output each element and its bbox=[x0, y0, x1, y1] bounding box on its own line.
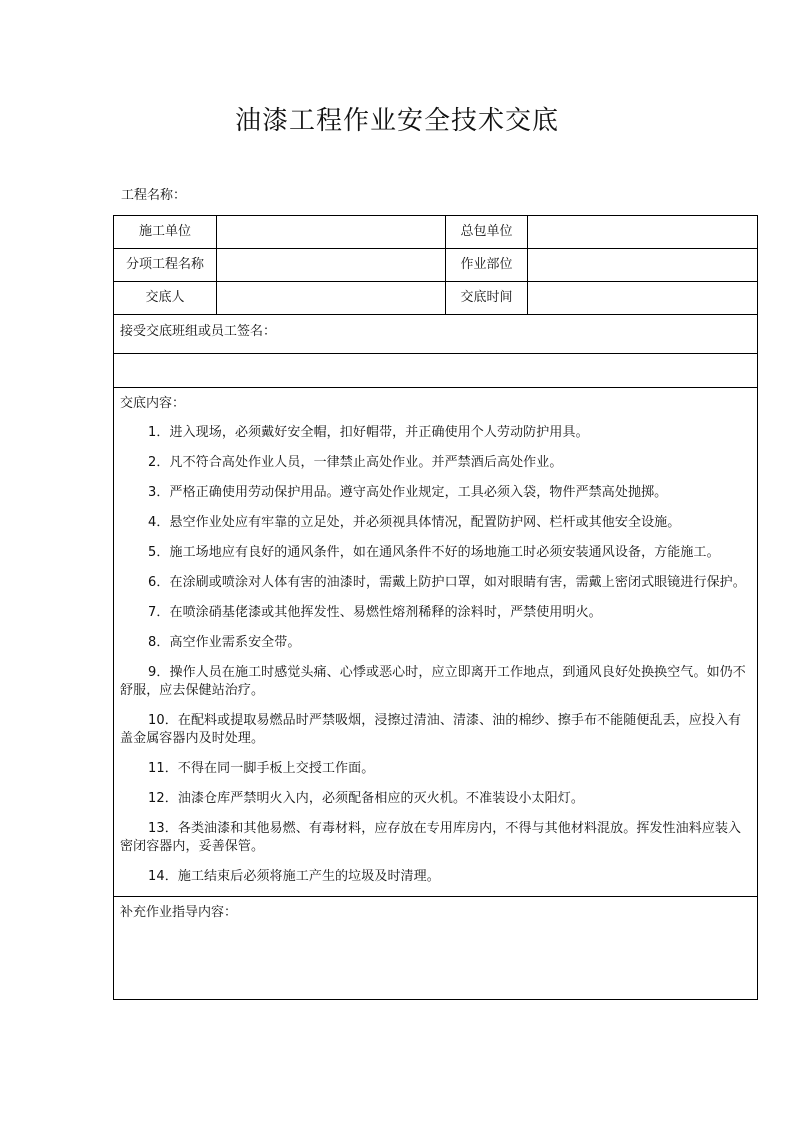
safety-item: 8．高空作业需系安全带。 bbox=[148, 635, 301, 650]
presenter-field[interactable] bbox=[217, 282, 446, 315]
safety-item: 5．施工场地应有良好的通风条件，如在通风条件不好的场地施工时必须安装通风设备，方能施工。 bbox=[148, 545, 720, 560]
content-label: 交底内容： bbox=[120, 396, 186, 411]
work-location-field[interactable] bbox=[528, 249, 758, 282]
form-row-content bbox=[114, 388, 758, 897]
safety-item: 11．不得在同一脚手板上交授工作面。 bbox=[148, 761, 375, 776]
form-row-signature-field bbox=[114, 354, 758, 388]
safety-item: 4．悬空作业处应有牢靠的立足处，并必须视具体情况，配置防护网、栏杆或其他安全设施。 bbox=[148, 515, 681, 530]
construction-unit-field[interactable] bbox=[217, 216, 446, 249]
presenter-label: 交底人 bbox=[114, 282, 217, 315]
supplement-label: 补充作业指导内容： bbox=[120, 905, 238, 920]
document-title: 油漆工程作业安全技术交底 bbox=[234, 106, 559, 136]
work-location-label: 作业部位 bbox=[446, 249, 528, 282]
sub-project-label: 分项工程名称 bbox=[114, 249, 217, 282]
safety-item: 10．在配料或提取易燃品时严禁吸烟，浸擦过清油、清漆、油的棉纱、擦手布不能随便乱丢，应投入有盖金属容器内及时处理。 bbox=[120, 713, 742, 746]
disclosure-form-table bbox=[113, 215, 758, 1000]
safety-item: 12．油漆仓库严禁明火入内，必须配备相应的灭火机。不准装设小太阳灯。 bbox=[148, 791, 584, 806]
safety-item: 3．严格正确使用劳动保护用品。遵守高处作业规定，工具必须入袋，物件严禁高处抛掷。 bbox=[148, 485, 668, 500]
safety-item: 2．凡不符合高处作业人员，一律禁止高处作业。并严禁酒后高处作业。 bbox=[148, 455, 563, 470]
safety-item: 14．施工结束后必须将施工产生的垃圾及时清理。 bbox=[148, 869, 440, 884]
general-contractor-label: 总包单位 bbox=[446, 216, 528, 249]
signature-field[interactable] bbox=[114, 354, 758, 388]
form-row-project bbox=[114, 249, 758, 282]
project-name-label: 工程名称： bbox=[121, 188, 187, 203]
safety-item: 1．进入现场，必须戴好安全帽，扣好帽带，并正确使用个人劳动防护用具。 bbox=[148, 425, 589, 440]
general-contractor-field[interactable] bbox=[528, 216, 758, 249]
form-row-supplement bbox=[114, 897, 758, 1000]
content-cell bbox=[114, 388, 758, 897]
safety-item: 9．操作人员在施工时感觉头痛、心悸或恶心时，应立即离开工作地点，到通风良好处换换空气。如仍不舒服，应去保健站治疗。 bbox=[120, 665, 746, 698]
form-row-signature-label bbox=[114, 315, 758, 354]
time-label: 交底时间 bbox=[446, 282, 528, 315]
time-field[interactable] bbox=[528, 282, 758, 315]
form-row-presenter bbox=[114, 282, 758, 315]
safety-item: 7．在喷涂硝基佬漆或其他挥发性、易燃性熔剂稀释的涂料时，严禁使用明火。 bbox=[148, 605, 602, 620]
safety-item: 13．各类油漆和其他易燃、有毒材料，应存放在专用库房内，不得与其他材料混放。挥发性油料应装入密闭容器内，妥善保管。 bbox=[120, 821, 742, 854]
supplement-cell[interactable] bbox=[114, 897, 758, 1000]
form-row-units bbox=[114, 216, 758, 249]
sub-project-field[interactable] bbox=[217, 249, 446, 282]
signature-label: 接受交底班组或员工签名： bbox=[114, 315, 758, 354]
safety-item: 6．在涂刷或喷涂对人体有害的油漆时，需戴上防护口罩，如对眼睛有害，需戴上密闭式眼镜进行保护。 bbox=[148, 575, 746, 590]
construction-unit-label: 施工单位 bbox=[114, 216, 217, 249]
